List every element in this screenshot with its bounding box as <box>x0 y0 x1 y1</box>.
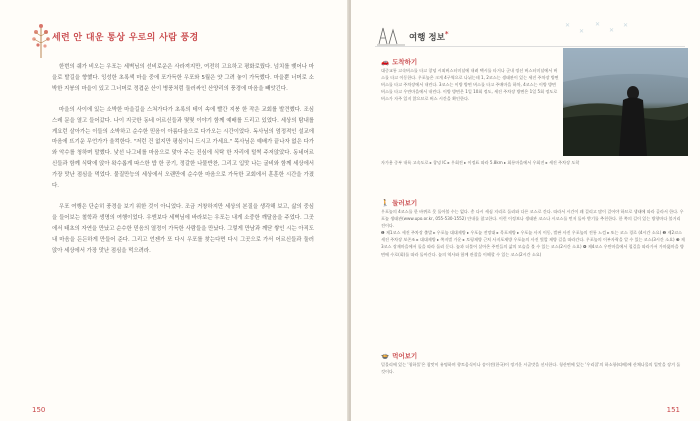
arrive-car <box>381 159 685 166</box>
tour-courses: ❶ 제1코스 세진 주차장 출발 ▸ 우포늪 대대제방 ▸ 우포늪 전망대 ▸ 목포제방 ▸ 우포늪 사지 이동, 벌판 사진 우포늪의 전통 느낌 ▸ 또는 코스 경로 (4시간 소요) ❷ 제2코스 세진 주차장 보존조 ▸ 대대제방 ▸ 쪽지벌 가운 ▸ 토평제방 근처 사지포제방 우포늪의 사진 빛깔 제방 길을 따라간다. 우포늪의 이부자락을 알 수 있는 코스(3시간 소요) ❸ 제3코스 장재마을에서 돌을 따라 돌러 둔다. 늪과 더불어 살아온 주민들의 삶의 모습을 볼 수 있는 코스(2시간 소요) ❹ 제4코스 우만마을에서 철길을 따라가서 가마뚫마을 방면에 수로(회)를 따라 돌아간다. 늪의 역사와 함께 관찰을 이해할 수 있는 코스(2시간 소요) <box>381 230 685 257</box>
paragraph: 우포 여행은 단순히 풍경을 보기 위한 것이 아니었다. 조금 거창하지만 세상의 본질을 생각해 보고, 삶의 중심을 들어보는 철학과 생명의 여행이었다. 우엔보다 세벽님에 바라보는 우포는 내게 소중한 깨달음을 주었다. 그곳에서 태초의 자연을 만났고 순수한 믿음의 열정이 가득한 사람들을 만났다. 그렇게 만남과 깨닫 쌓인 시는 아직도 내 마음을 든든하게 만들어 준다. 그리고 언젠가 또 다시 우포를 찾는다면 다시 그곳으로 가서 어르신들과 둘러 앉아 세상에서 가장 맛난 점심을 먹으려라. <box>52 203 314 254</box>
arrive-public: 대중교통 고속버스를 타고 창녕 시외버스터미널에 내려 택시를 타거나 군내 정선 버스터미널에서 버스를 타고 이동한다. 우포늪은 크게 4구역으로 나뉘는데 1, 2코스는 생태관이 있는 세진 주차장 방면 버스를 타고 주차장에서 내린다. 3코스는 이방 방면 버스를 타고 주매마을 하차, 4코스는 이방 방면 버스를 타고 우만마을에서 내린다. 이방 방면은 1일 10회 정도, 세진 주차장 방면은 1일 5회 정도로 버스가 자주 있지 않으므로 버스 시간을 확인한다. <box>381 68 559 102</box>
cross-decoration-icon: ✕ <box>565 22 571 29</box>
section-title <box>409 30 448 43</box>
section-heading-eat: 🍲 먹어보기 <box>381 352 418 360</box>
page-number: 150 <box>32 406 46 414</box>
cross-decoration-icon: ✕ <box>595 21 601 28</box>
cross-decoration-icon: ✕ <box>623 22 629 29</box>
paragraph: 마을의 사이에 있는 소박한 마을길을 스쳐가다가 초록의 테이 속에 빨간 지붕 한 작은 교회를 발견했다. 조심스레 문을 열고 들어갔다. 나이 지긋한 동네 어르신들과 몇몇 이야기 함께 예배를 드리고 있었다. 세상의 탐내를 게요런 살아가는 이들의 소박하고 순수한 믿음이 아름다울으로 다가오는 시간이었다. 독사님의 엄정적인 설교에 마음에 뜨기운 무언가가 울컥한다. "저런 건 없지만 평심이니 드시고 가세요." 목사님은 예배가 끝나자 없은 다가와 악수를 청하며 말했다. 낯선 나그네를 마음으로 맞아 주는 진심에 식탁 한 자리에 털썩 주저앉았다. 동네어르신들과 함께 식탁에 앉아 왁수롭게 따스한 밥 한 공기, 정갈한 나물반찬, 그리고 입맛 나는 굴비와 함께 세상에서 가장 맛난 점심을 먹었다. 물질만능의 세상에서 오랜만에 순수한 마음으로 가득한 교회에서 훈훈한 시간을 가졌다. <box>52 106 314 190</box>
wetland-photo <box>563 48 688 156</box>
paragraph: 한번의 쉐가 비오는 우포는 세벽님의 선비로운은 사라져지만, 여전히 고요하고 평화로웠다. 넘치를 뗏어나 마을로 발길을 향했다. 잉성한 초록색 마을 중에 포가득한 우포와 5월은 얏 그려 놓이 가득했다. 마을뿐 너머로 소박한 지붕의 마을이 있고 그너머로 정겹운 산이 병풍처럼 둘러싸인 산양리의 풍경에 마음을 빼앗긴다. <box>52 64 314 92</box>
arrive-car-line: 자가용 중부 내륙 고속도로 ▸ 창녕 IC ▸ 우회전 ▸ 이정표 따라 5.8km ▸ 회룡마을에서 우회전 ▸ 세진 주차장 도착 <box>381 160 580 165</box>
tour-text <box>381 208 685 258</box>
bowl-icon: 🍲 <box>381 352 390 360</box>
right-page <box>351 0 700 421</box>
section-heading-tour: 🚶 둘러보기 <box>381 199 418 207</box>
star-mark: * <box>444 30 449 38</box>
tree-icon <box>30 18 52 60</box>
eat-line: 밀물리에 있는 '청하풀'은 참맛이 유명하며 향토음식이나 송이전(한국)이 정겨운 시골맛을 선사한다. 청산면에 있는 '우리집'의 하소항(띠배)에 산채나물의 입맛을 장겨 둘 것이다. <box>381 362 681 375</box>
eat-text <box>381 361 685 375</box>
car-icon: 🚗 <box>381 58 390 66</box>
cross-decoration-icon: ✕ <box>609 27 615 34</box>
section-title-text: 여행 정보 <box>409 32 445 43</box>
chapter-title: 세련 안 대운 통상 우로의 사람 풍경 <box>52 33 199 43</box>
arrive-text <box>381 67 559 102</box>
body-text <box>52 62 314 267</box>
left-page <box>0 0 349 421</box>
section-heading-arrive: 🚗 도착하기 <box>381 58 418 66</box>
walk-icon: 🚶 <box>381 199 390 207</box>
page-number: 151 <box>666 406 680 414</box>
tour-intro: 우포늪의 4코스를 한 바퀴로 못 돌아볼 수는 없다. 총 다시 세심 지리로 둘러와 다른 코스로 간다. 따라서 시간이 꽤 걸리고 많이 걸어야 하므로 생태에 따라 골라서 한다. 우포늪 생태관(www.upo.or.kr, 055-530-1552) 안내를 참고한다. 이런 이정보나 생태관 코스나 시코스를 먼저 돌아 받기를 추천한다. 한 쪽의 길이 있는 방향마다 볼거리 전이다. <box>381 209 684 229</box>
divider <box>375 46 685 47</box>
cross-decoration-icon: ✕ <box>579 28 585 35</box>
